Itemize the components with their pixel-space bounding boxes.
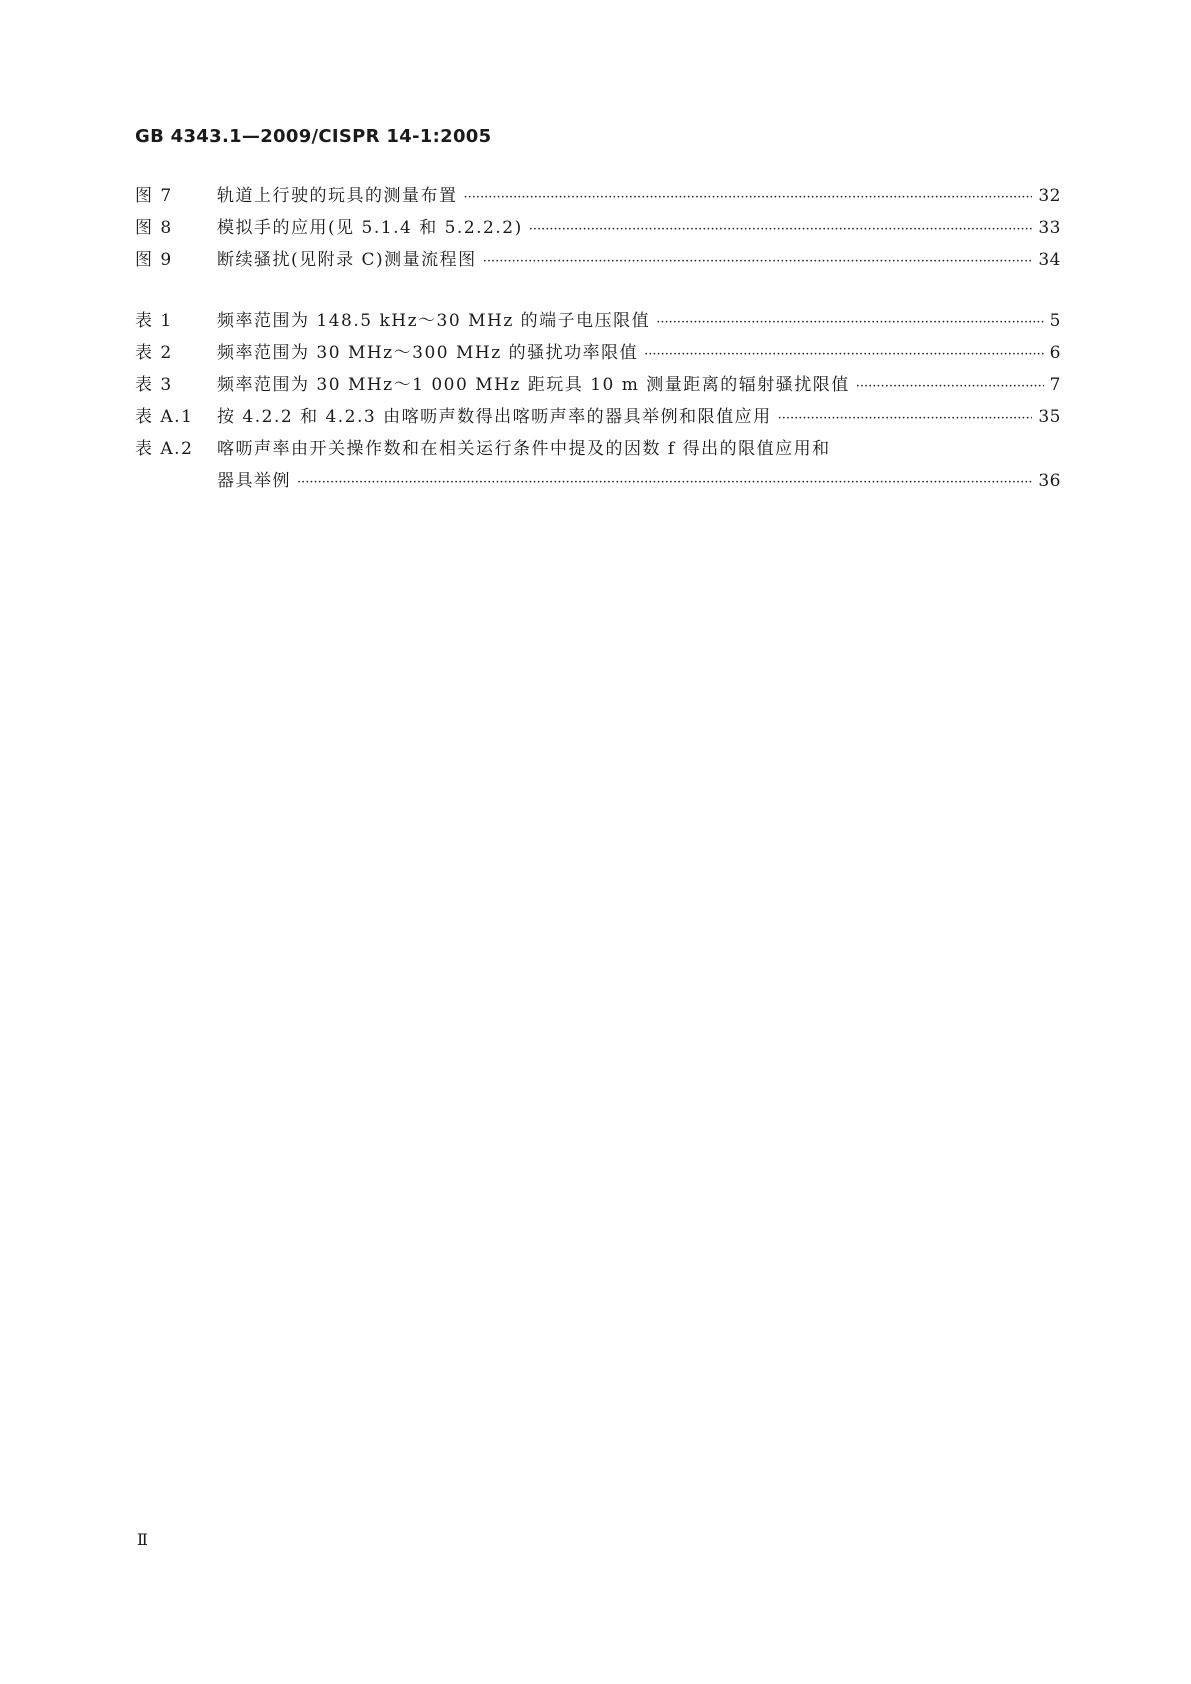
dot-leader <box>529 214 1033 246</box>
toc-entry-table-a2[interactable] <box>135 433 1061 465</box>
entry-number: 表 1 <box>135 311 173 331</box>
toc-entry-table-a2-continued[interactable] <box>135 465 1061 497</box>
toc-entry-figure-7[interactable] <box>135 180 1061 212</box>
entry-title-line-2: 器具举例 <box>217 471 291 491</box>
toc-entry-figure-9[interactable] <box>135 244 1061 276</box>
entry-number: 表 A.1 <box>135 407 194 427</box>
dot-leader <box>656 307 1043 339</box>
entry-number: 图 8 <box>135 218 173 238</box>
entry-page: 32 <box>1038 186 1061 206</box>
entry-title: 频率范围为 30 MHz～300 MHz 的骚扰功率限值 <box>217 343 639 363</box>
entry-page: 7 <box>1049 375 1061 395</box>
toc-entry-table-1[interactable] <box>135 305 1061 337</box>
toc-entry-table-3[interactable] <box>135 369 1061 401</box>
figure-list <box>135 180 1061 276</box>
entry-title: 断续骚扰(见附录 C)测量流程图 <box>217 250 477 270</box>
entry-number: 图 7 <box>135 186 173 206</box>
entry-title: 模拟手的应用(见 5.1.4 和 5.2.2.2) <box>217 218 523 238</box>
entry-number: 表 2 <box>135 343 173 363</box>
entry-page: 5 <box>1049 311 1061 331</box>
toc-entry-figure-8[interactable] <box>135 212 1061 244</box>
dot-leader <box>464 182 1033 214</box>
entry-title: 频率范围为 148.5 kHz～30 MHz 的端子电压限值 <box>217 311 651 331</box>
dot-leader <box>778 403 1033 435</box>
entry-title: 频率范围为 30 MHz～1 000 MHz 距玩具 10 m 测量距离的辐射骚扰限值 <box>217 375 850 395</box>
dot-leader <box>297 467 1032 499</box>
toc-entry-table-a1[interactable] <box>135 401 1061 433</box>
table-list <box>135 305 1061 497</box>
document-header: GB 4343.1—2009/CISPR 14-1:2005 <box>135 126 492 147</box>
entry-page: 35 <box>1038 407 1061 427</box>
dot-leader <box>644 339 1044 371</box>
page-number: Ⅱ <box>137 1530 148 1549</box>
entry-page: 36 <box>1038 471 1061 491</box>
entry-page: 34 <box>1038 250 1061 270</box>
entry-number: 表 3 <box>135 375 173 395</box>
entry-page: 6 <box>1049 343 1061 363</box>
entry-title: 按 4.2.2 和 4.2.3 由喀呖声数得出喀呖声率的器具举例和限值应用 <box>217 407 772 427</box>
entry-number: 图 9 <box>135 250 173 270</box>
entry-page: 33 <box>1038 218 1061 238</box>
toc-entry-table-2[interactable] <box>135 337 1061 369</box>
entry-title: 轨道上行驶的玩具的测量布置 <box>217 186 458 206</box>
entry-number: 表 A.2 <box>135 439 194 459</box>
entry-title-line-1: 喀呖声率由开关操作数和在相关运行条件中提及的因数 f 得出的限值应用和 <box>217 439 831 459</box>
dot-leader <box>856 371 1044 403</box>
dot-leader <box>483 246 1033 278</box>
